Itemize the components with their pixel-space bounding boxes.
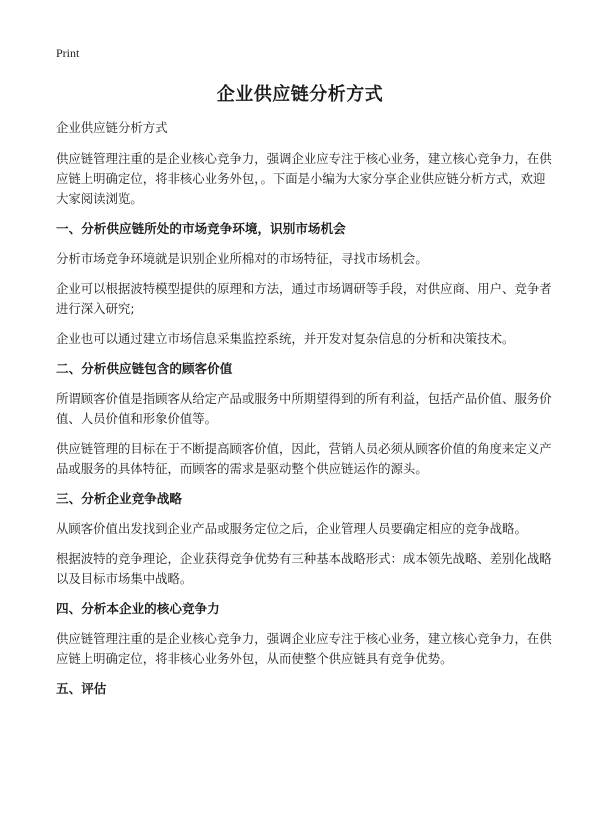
section-heading: 五、评估 [56,681,107,696]
section-paragraph: 从顾客价值出发找到企业产品或服务定位之后，企业管理人员要确定相应的竞争战略。 [56,521,527,536]
section-4 [56,599,552,669]
section-1 [56,219,552,349]
section-paragraph: 企业可以根据波特模型提供的原理和方法，通过市场调研等手段，对供应商、用户、竞争者进行深入研究; [56,281,552,316]
section-heading: 一、分析供应链所处的市场竞争环境，识别市场机会 [56,221,346,236]
section-paragraph: 企业也可以通过建立市场信息采集监控系统，并开发对复杂信息的分析和决策技术。 [56,331,515,346]
section-heading: 四、分析本企业的核心竞争力 [56,601,220,616]
section-2 [56,359,552,479]
section-paragraph: 所谓顾客价值是指顾客从给定产品或服务中所期望得到的所有利益，包括产品价值、服务价值、人员价值和形象价值等。 [56,391,552,426]
document-subtitle: 企业供应链分析方式 [56,120,168,135]
print-link[interactable]: Print [56,46,80,60]
section-paragraph: 根据波特的竞争理论，企业获得竞争优势有三种基本战略形式：成本领先战略、差别化战略以及目标市场集中战略。 [56,551,552,586]
section-paragraph: 分析市场竞争环境就是识别企业所棉对的市场特征，寻找市场机会。 [56,251,428,266]
section-5 [56,679,552,699]
section-paragraph: 供应链管理注重的是企业核心竞争力，强调企业应专注于核心业务，建立核心竞争力，在供应链上明确定位，将非核心业务外包，从而使整个供应链具有竞争优势。 [56,631,552,666]
section-paragraph: 供应链管理的目标在于不断提高顾客价值，因此，营销人员必须从顾客价值的角度来定义产品或服务的具体特征，而顾客的需求是驱动整个供应链运作的源头。 [56,441,552,476]
section-heading: 三、分析企业竞争战略 [56,491,182,506]
document-title: 企业供应链分析方式 [216,84,384,105]
intro-paragraph: 供应链管理注重的是企业核心竞争力，强调企业应专注于核心业务，建立核心竞争力，在供应链上明确定位，将非核心业务外包，。下面是小编为大家分享企业供应链分析方式，欢迎大家阅读浏览。 [56,151,552,206]
section-heading: 二、分析供应链包含的顾客价值 [56,361,233,376]
section-3 [56,489,552,589]
document-body [56,118,552,709]
